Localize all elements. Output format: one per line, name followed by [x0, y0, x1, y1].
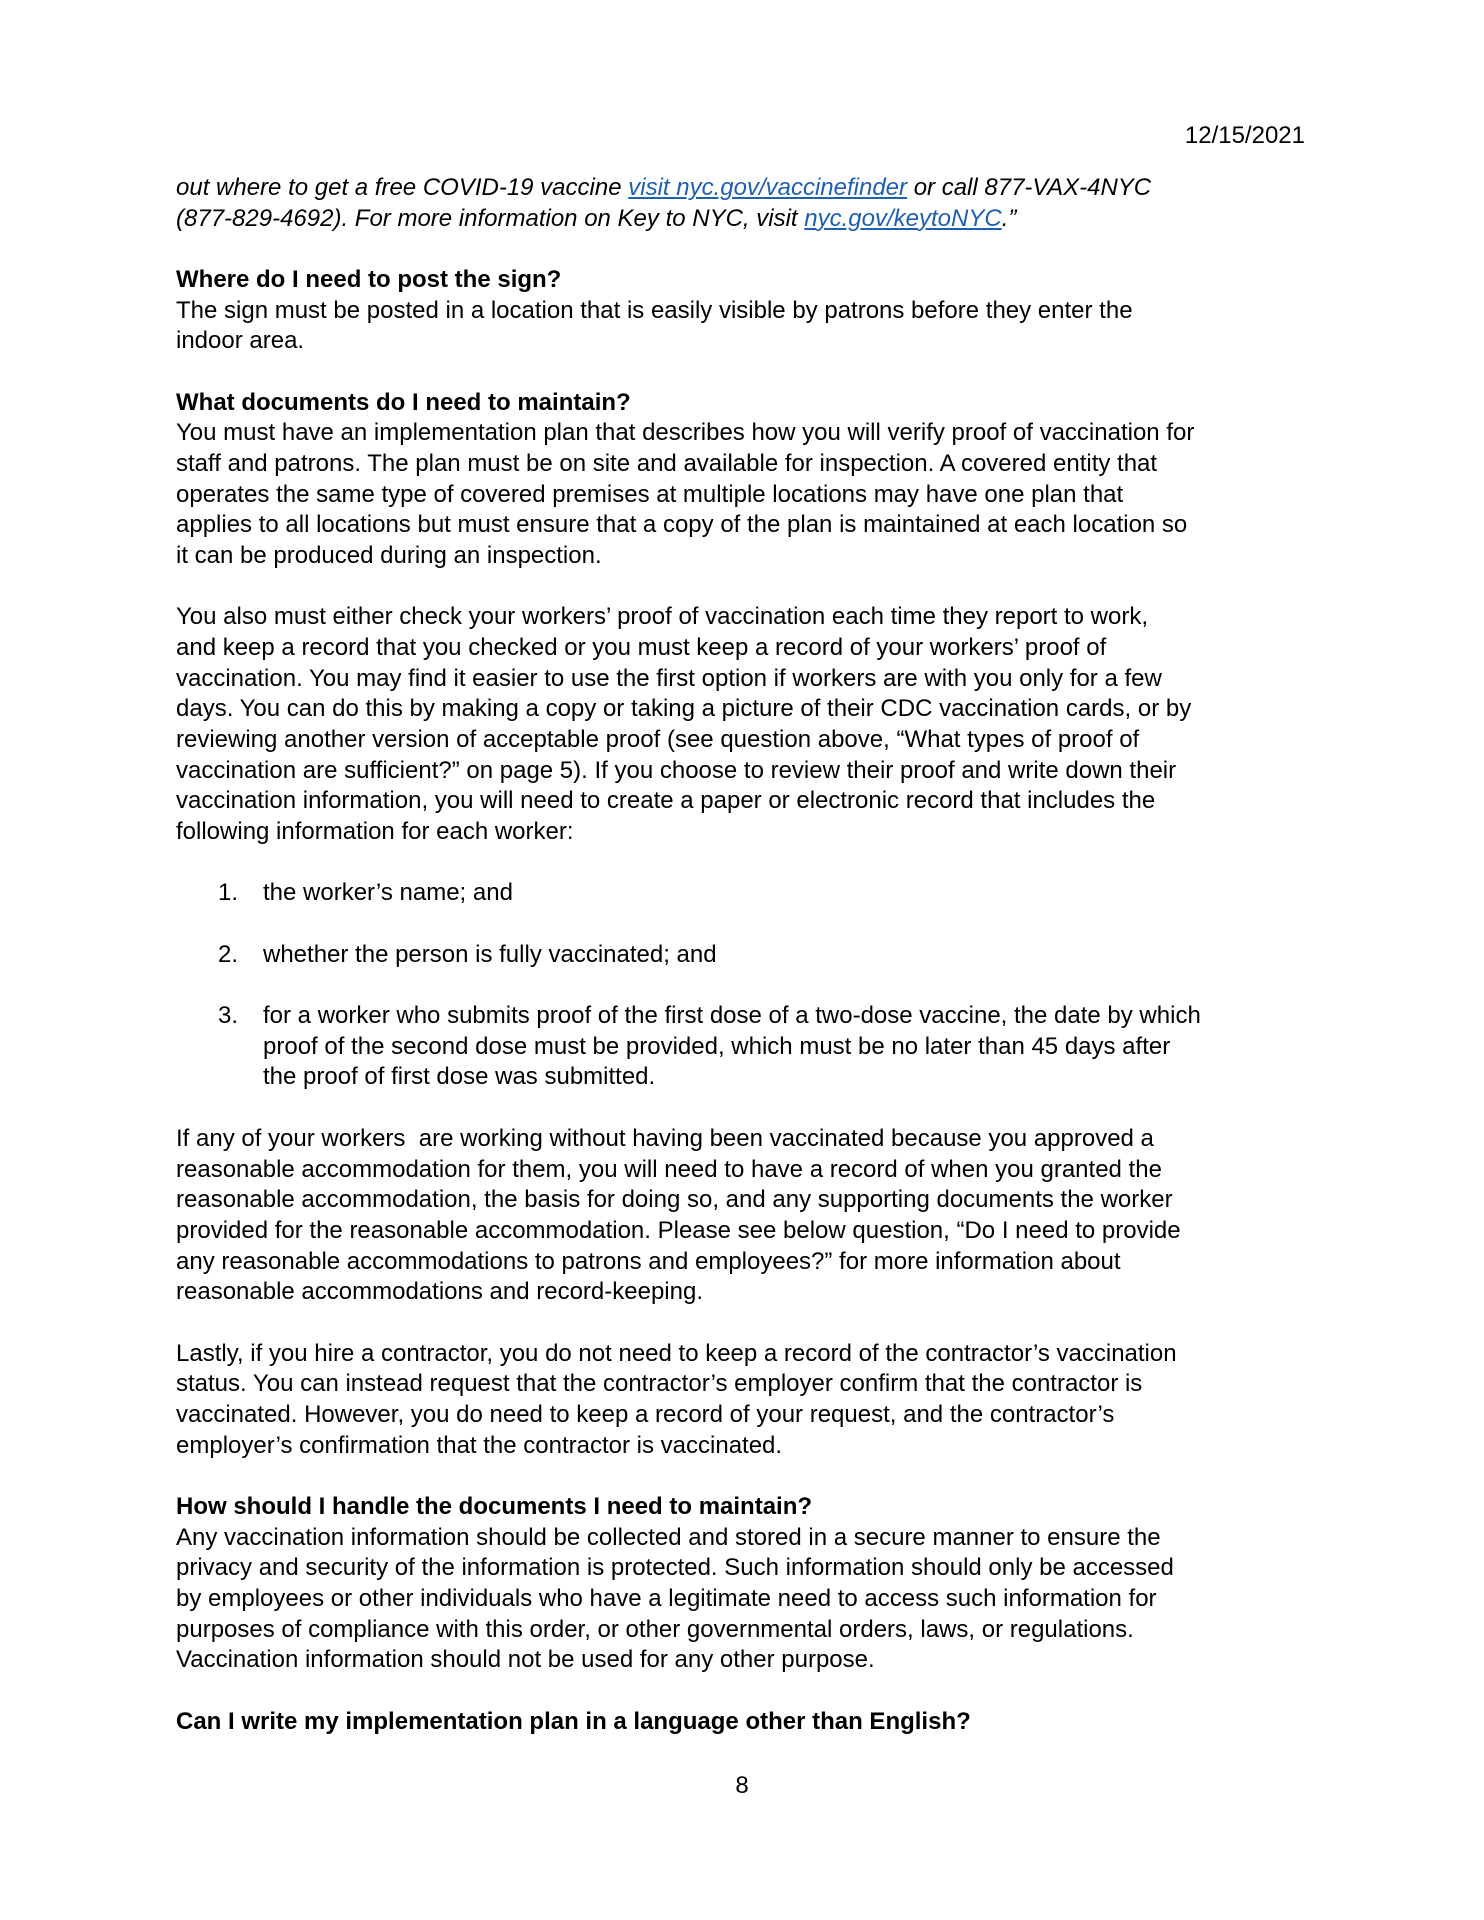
intro-line-1: out where to get a free COVID-19 vaccine visit nyc.gov/vaccinefinder or call 877-VAX-4NYC: [176, 174, 1152, 201]
page-number: 8: [735, 1772, 749, 1799]
documents-paragraph-2: You also must either check your workers’ proof of vaccination each time they report to work, and keep a record that you checked or you must keep a record of your workers’ proof of vaccination. You may find it easier to use the first option if workers are with you only for a few days. You can do this by making a copy or taking a picture of their CDC vaccination cards, or by reviewing another version of acceptable proof (see question above, “What types of proof of vaccination are sufficient?” on page 5). If you choose to review their proof and write down their vaccination information, you will need to create a paper or electronic record that includes the following information for each worker:: [176, 603, 1192, 846]
heading-language: Can I write my implementation plan in a language other than English?: [176, 1707, 971, 1735]
intro-line-2: (877-829-4692). For more information on Key to NYC, visit nyc.gov/keytoNYC.”: [176, 204, 1017, 232]
list-number: 1.: [218, 879, 239, 907]
list-item: 1. the worker’s name; and: [176, 878, 1316, 909]
list-item: 2. whether the person is fully vaccinated; and: [176, 940, 1316, 971]
list-item: 3. for a worker who submits proof of the first dose of a two-dose vaccine, the date by which proof of the second dose must be provided, which must be no later than 45 days after the proof of first dose was submitted.: [218, 1002, 1201, 1091]
list-number: 3.: [218, 1002, 239, 1030]
documents-paragraph-4: Lastly, if you hire a contractor, you do not need to keep a record of the contractor’s vaccination status. You can instead request that the contractor’s employer confirm that the contractor is vaccinated. However, you do need to keep a record of your request, and the contractor’s employer’s confirmation that the contractor is vaccinated.: [176, 1339, 1177, 1459]
heading-post-sign: Where do I need to post the sign?: [176, 266, 562, 294]
page-content: [176, 173, 1316, 1737]
documents-paragraph-1: You must have an implementation plan that describes how you will verify proof of vaccination for staff and patrons. The plan must be on site and available for inspection. A covered entity that operates the same type of covered premises at multiple locations may have one plan that applies to all locations but must ensure that a copy of the plan is maintained at each location so it can be produced during an inspection.: [176, 419, 1195, 570]
heading-documents: What documents do I need to maintain?: [176, 388, 631, 416]
post-sign-paragraph: The sign must be posted in a location that is easily visible by patrons before they enter the indoor area.: [176, 296, 1133, 355]
handle-paragraph: Any vaccination information should be collected and stored in a secure manner to ensure the privacy and security of the information is protected. Such information should only be accessed by employees or other individuals who have a legitimate need to access such information for purposes of compliance with this order, or other governmental orders, laws, or regulations. Vaccination information should not be used for any other purpose.: [176, 1523, 1174, 1674]
documents-paragraph-3: If any of your workers are working without having been vaccinated because you approved a reasonable accommodation for them, you will need to have a record of when you granted the reasonable accommodation, the basis for doing so, and any supporting documents the worker provided for the reasonable accommodation. Please see below question, “Do I need to provide any reasonable accommodations to patrons and employees?” for more information about reasonable accommodations and record-keeping.: [176, 1124, 1181, 1306]
document-date: 12/15/2021: [1184, 122, 1305, 149]
vaccinefinder-link[interactable]: visit nyc.gov/vaccinefinder: [628, 174, 908, 201]
keytonyc-link[interactable]: nyc.gov/keytoNYC: [804, 204, 1002, 232]
worker-record-list: [176, 878, 1316, 1093]
heading-handle-documents: How should I handle the documents I need to maintain?: [176, 1492, 813, 1520]
list-number: 2.: [218, 940, 239, 968]
